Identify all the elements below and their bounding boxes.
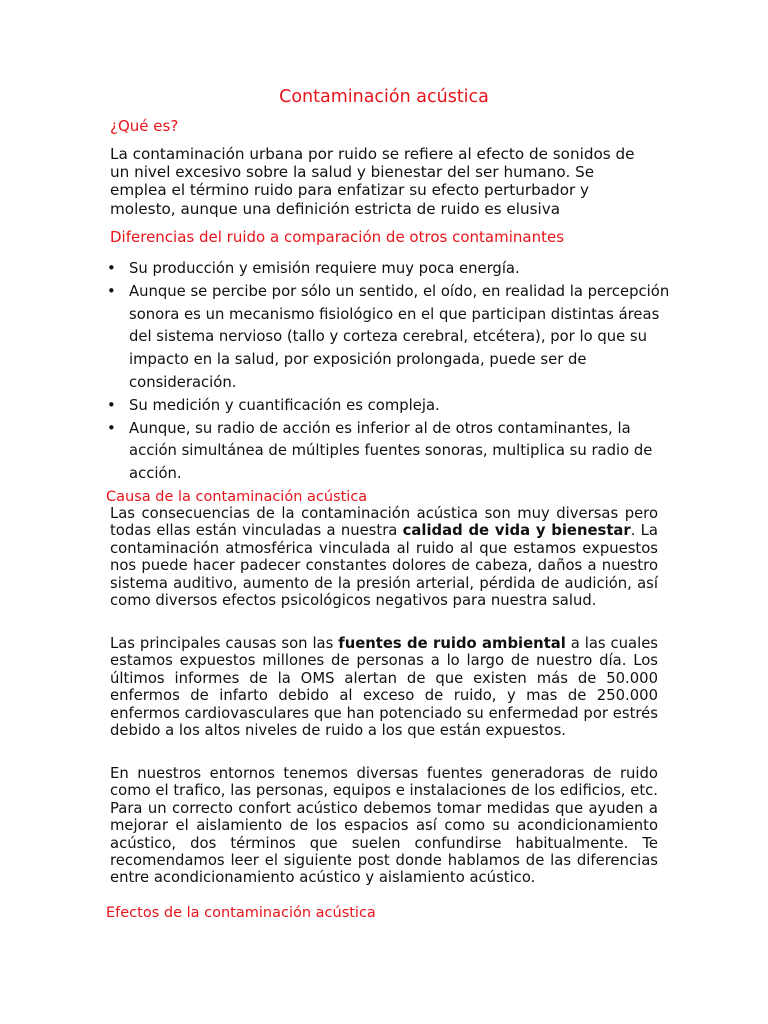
paragraph-text: a las cuales estamos expuestos millones de personas a lo largo de nuestro día. Los últimos informes de la OMS alertan de que existen más de 50.000 enfermos de infarto debido al exceso de ruido, y mas de 250.000 enfermos cardiovasculares que han potenciado su enfermedad por estrés debido a los altos niveles de ruido a los que están expuestos. [110,635,659,740]
list-item [107,258,681,281]
bullet-icon: • [107,282,116,300]
bullet-icon: • [107,419,116,437]
bold-phrase: calidad de vida y bienestar [402,522,631,540]
consequences-paragraph [110,505,658,609]
differences-list [105,258,681,486]
list-item-text: Aunque, su radio de acción es inferior al de otros contaminantes, la acción simultánea de múltiples fuentes sonoras, multiplica su radio de acción. [129,419,653,483]
paragraph-text: . La contaminación atmosférica vinculada al ruido al que estamos expuestos nos puede hacer padecer constantes dolores de cabeza, daños a nuestro sistema auditivo, aumento de la presión arterial, pérdida de audición, así como diversos efectos psicológicos negativos para nuestra salud. [110,522,658,610]
list-item-text: Su medición y cuantificación es compleja. [129,396,440,414]
list-item-text: Aunque se percibe por sólo un sentido, el oído, en realidad la percepción sonora es un mecanismo fisiológico en el que participan distintas áreas del sistema nervioso (tallo y corteza cerebral, etcétera), por lo que su impacto en la salud, por exposición prolongada, puede ser de consideración. [129,282,670,391]
list-item [107,395,681,418]
section-heading-efectos: Efectos de la contaminación acústica [106,905,376,921]
section-heading-diferencias: Diferencias del ruido a comparación de otros contaminantes [110,228,565,246]
bold-phrase: fuentes de ruido ambiental [338,635,566,652]
bullet-icon: • [107,260,116,277]
list-item [107,281,681,395]
sources-paragraph: En nuestros entornos tenemos diversas fuentes generadoras de ruido como el trafico, las personas, equipos e instalaciones de los edificios, etc. Para un correcto confort acústico debemos tomar medidas que ayuden a mejorar el aislamiento de los espacios así como su acondicionamiento acústico, dos términos que suelen confundirse habitualmente. Te recomendamos leer el siguiente post donde hablamos de las diferencias entre acondicionamiento acústico y aislamiento acústico. [110,765,658,887]
list-item-text: Su producción y emisión requiere muy poca energía. [129,260,520,277]
paragraph-text: Las principales causas son las [110,635,339,652]
page-title: Contaminación acústica [279,87,489,107]
section-heading-causa: Causa de la contaminación acústica [106,489,368,505]
paragraph-text: Las consecuencias de la contaminación acústica son muy diversas pero todas ellas están vinculadas a nuestra [110,505,658,540]
section-heading-que-es: ¿Qué es? [110,117,179,135]
intro-paragraph: La contaminación urbana por ruido se refiere al efecto de sonidos de un nivel excesivo sobre la salud y bienestar del ser humano. Se emplea el término ruido para enfatizar su efecto perturbador y molesto, aunque una definición estricta de ruido es elusiva [110,145,635,218]
list-item [107,418,681,486]
causes-paragraph [110,635,658,739]
bullet-icon: • [107,396,116,414]
